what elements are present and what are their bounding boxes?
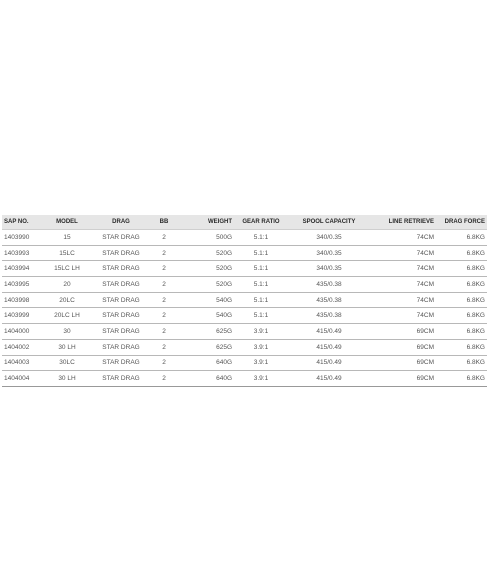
model-cell: 20LC LH (44, 308, 90, 324)
spool-capacity-cell: 340/0.35 (288, 245, 370, 261)
table-row (2, 277, 487, 293)
header-line-retrieve: LINE RETRIEVE (370, 215, 436, 230)
drag-cell: STAR DRAG (90, 371, 152, 387)
gear-ratio-cell: 5.1:1 (234, 277, 288, 293)
gear-ratio-cell: 3.9:1 (234, 371, 288, 387)
table-row (2, 230, 487, 246)
drag-cell: STAR DRAG (90, 245, 152, 261)
sap-no-cell: 1403999 (2, 308, 44, 324)
drag-cell: STAR DRAG (90, 277, 152, 293)
model-cell: 15LC (44, 245, 90, 261)
header-bb: BB (152, 215, 176, 230)
drag-force-cell: 6.8KG (436, 339, 487, 355)
line-retrieve-cell: 74CM (370, 245, 436, 261)
drag-cell: STAR DRAG (90, 230, 152, 246)
line-retrieve-cell: 74CM (370, 230, 436, 246)
sap-no-cell: 1403994 (2, 261, 44, 277)
bb-cell: 2 (152, 230, 176, 246)
drag-cell: STAR DRAG (90, 261, 152, 277)
gear-ratio-cell: 3.9:1 (234, 324, 288, 340)
spool-capacity-cell: 415/0.49 (288, 371, 370, 387)
spool-capacity-cell: 435/0.38 (288, 292, 370, 308)
header-model: MODEL (44, 215, 90, 230)
model-cell: 30 (44, 324, 90, 340)
bb-cell: 2 (152, 277, 176, 293)
sap-no-cell: 1404002 (2, 339, 44, 355)
table-row (2, 308, 487, 324)
gear-ratio-cell: 3.9:1 (234, 355, 288, 371)
spool-capacity-cell: 415/0.49 (288, 324, 370, 340)
bb-cell: 2 (152, 308, 176, 324)
gear-ratio-cell: 5.1:1 (234, 261, 288, 277)
line-retrieve-cell: 69CM (370, 324, 436, 340)
weight-cell: 640G (176, 355, 234, 371)
line-retrieve-cell: 74CM (370, 292, 436, 308)
model-cell: 20LC (44, 292, 90, 308)
bb-cell: 2 (152, 371, 176, 387)
spool-capacity-cell: 415/0.49 (288, 355, 370, 371)
gear-ratio-cell: 5.1:1 (234, 230, 288, 246)
weight-cell: 520G (176, 261, 234, 277)
header-drag: DRAG (90, 215, 152, 230)
drag-force-cell: 6.8KG (436, 230, 487, 246)
drag-cell: STAR DRAG (90, 339, 152, 355)
spool-capacity-cell: 435/0.38 (288, 277, 370, 293)
line-retrieve-cell: 74CM (370, 277, 436, 293)
bb-cell: 2 (152, 355, 176, 371)
spool-capacity-cell: 415/0.49 (288, 339, 370, 355)
model-cell: 30 LH (44, 371, 90, 387)
sap-no-cell: 1403995 (2, 277, 44, 293)
table-header (2, 215, 487, 230)
drag-force-cell: 6.8KG (436, 324, 487, 340)
model-cell: 20 (44, 277, 90, 293)
weight-cell: 520G (176, 277, 234, 293)
table-row (2, 355, 487, 371)
gear-ratio-cell: 5.1:1 (234, 245, 288, 261)
bb-cell: 2 (152, 245, 176, 261)
table-row (2, 292, 487, 308)
spool-capacity-cell: 340/0.35 (288, 230, 370, 246)
header-weight: WEIGHT (176, 215, 234, 230)
weight-cell: 540G (176, 308, 234, 324)
model-cell: 15LC LH (44, 261, 90, 277)
table-row (2, 371, 487, 387)
model-cell: 30LC (44, 355, 90, 371)
sap-no-cell: 1404000 (2, 324, 44, 340)
weight-cell: 520G (176, 245, 234, 261)
drag-force-cell: 6.8KG (436, 245, 487, 261)
table-row (2, 324, 487, 340)
weight-cell: 640G (176, 371, 234, 387)
model-cell: 15 (44, 230, 90, 246)
drag-cell: STAR DRAG (90, 355, 152, 371)
spool-capacity-cell: 435/0.38 (288, 308, 370, 324)
line-retrieve-cell: 69CM (370, 355, 436, 371)
drag-force-cell: 6.8KG (436, 308, 487, 324)
line-retrieve-cell: 74CM (370, 261, 436, 277)
line-retrieve-cell: 69CM (370, 371, 436, 387)
drag-cell: STAR DRAG (90, 292, 152, 308)
header-sap-no: SAP NO. (2, 215, 44, 230)
weight-cell: 540G (176, 292, 234, 308)
table-row (2, 339, 487, 355)
weight-cell: 625G (176, 339, 234, 355)
table-row (2, 245, 487, 261)
sap-no-cell: 1403998 (2, 292, 44, 308)
sap-no-cell: 1404003 (2, 355, 44, 371)
line-retrieve-cell: 74CM (370, 308, 436, 324)
gear-ratio-cell: 5.1:1 (234, 292, 288, 308)
table-body (2, 230, 487, 387)
model-cell: 30 LH (44, 339, 90, 355)
drag-cell: STAR DRAG (90, 324, 152, 340)
gear-ratio-cell: 3.9:1 (234, 339, 288, 355)
drag-force-cell: 6.8KG (436, 277, 487, 293)
gear-ratio-cell: 5.1:1 (234, 308, 288, 324)
sap-no-cell: 1403990 (2, 230, 44, 246)
weight-cell: 625G (176, 324, 234, 340)
drag-force-cell: 6.8KG (436, 292, 487, 308)
bb-cell: 2 (152, 292, 176, 308)
spec-table (2, 215, 487, 387)
bb-cell: 2 (152, 339, 176, 355)
header-spool-capacity: SPOOL CAPACITY (288, 215, 370, 230)
header-row (2, 215, 487, 230)
sap-no-cell: 1403993 (2, 245, 44, 261)
header-drag-force: DRAG FORCE (436, 215, 487, 230)
sap-no-cell: 1404004 (2, 371, 44, 387)
spool-capacity-cell: 340/0.35 (288, 261, 370, 277)
drag-cell: STAR DRAG (90, 308, 152, 324)
table-row (2, 261, 487, 277)
line-retrieve-cell: 69CM (370, 339, 436, 355)
header-gear-ratio: GEAR RATIO (234, 215, 288, 230)
drag-force-cell: 6.8KG (436, 355, 487, 371)
weight-cell: 500G (176, 230, 234, 246)
bb-cell: 2 (152, 324, 176, 340)
drag-force-cell: 6.8KG (436, 261, 487, 277)
bb-cell: 2 (152, 261, 176, 277)
drag-force-cell: 6.8KG (436, 371, 487, 387)
